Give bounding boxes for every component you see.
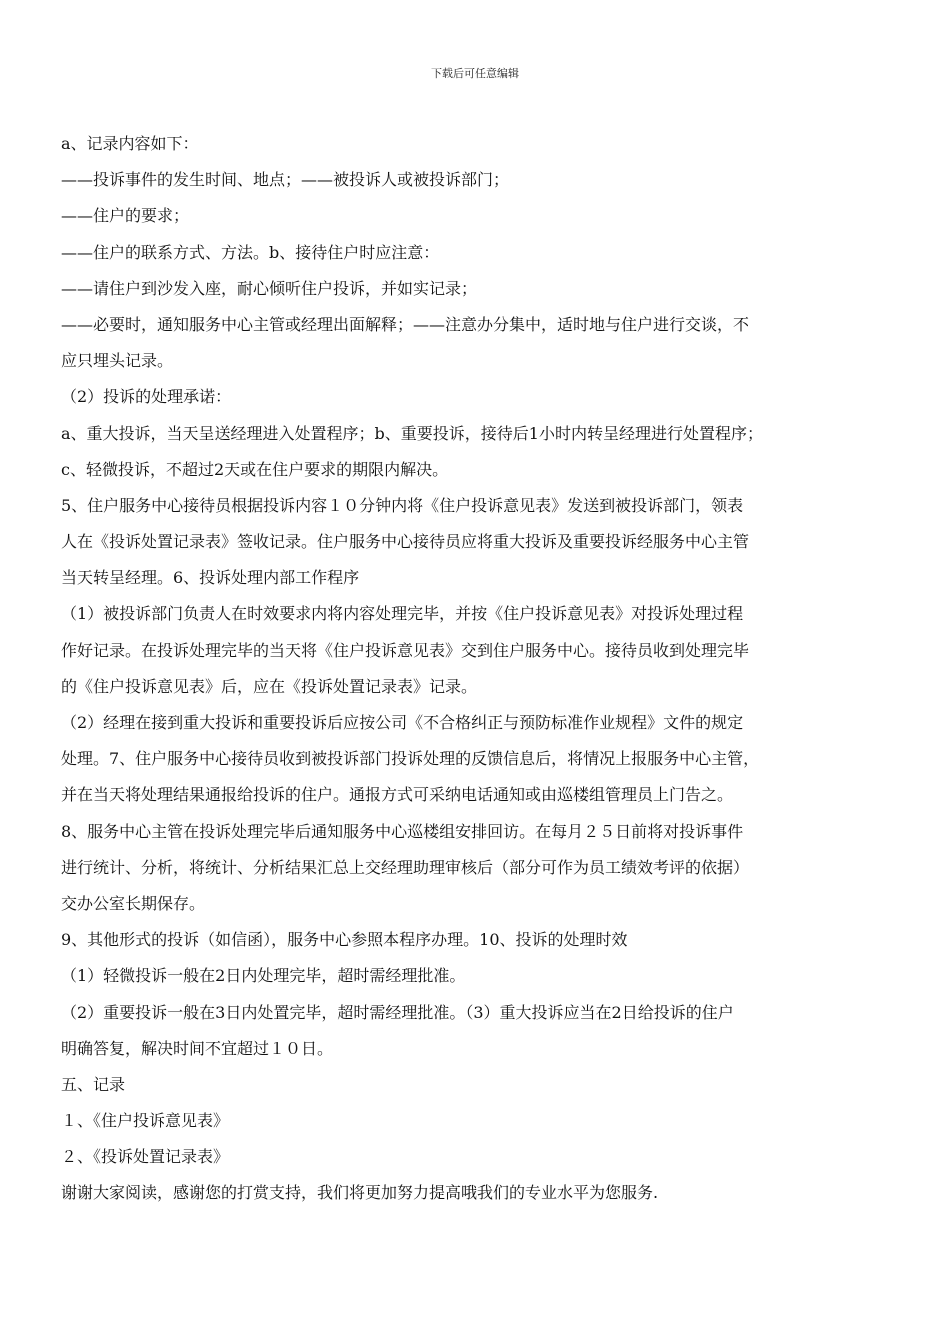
record-item: ２、《投诉处置记录表》 [61,1147,230,1167]
text-line: ——请住户到沙发入座，耐心倾听住户投诉，并如实记录； [61,278,478,298]
text-line: a、重大投诉，当天呈送经理进入处置程序；b、重要投诉，接待后1小时内转呈经理进行处置程序； [61,423,763,443]
text-line: a、记录内容如下： [61,134,199,153]
record-item: １、《住户投诉意见表》 [61,1111,230,1131]
text-line: 并在当天将处理结果通报给投诉的住户。通报方式可采纳电话通知或由巡楼组管理员上门告之。 [61,785,734,805]
text-line: 当天转呈经理。6、投诉处理内部工作程序 [61,568,360,588]
text-line: 交办公室长期保存。 [61,893,206,913]
text-line: ——住户的要求； [61,206,190,226]
section-heading: 五、记录 [61,1074,126,1094]
text-line: （2）重要投诉一般在3日内处置完毕，超时需经理批准。（3）重大投诉应当在2日给投诉的住户 [61,1002,734,1022]
text-line: （2）经理在接到重大投诉和重要投诉后应按公司《不合格纠正与预防标准作业规程》文件的规定 [61,713,744,732]
text-line: （1）被投诉部门负责人在时效要求内将内容处理完毕，并按《住户投诉意见表》对投诉处理过程 [61,604,744,624]
text-line: （2）投诉的处理承诺： [61,387,232,407]
closing-note: 谢谢大家阅读，感谢您的打赏支持，我们将更加努力提高哦我们的专业水平为您服务. [61,1183,659,1203]
text-line: 人在《投诉处置记录表》签收记录。住户服务中心接待员应将重大投诉及重要投诉经服务中心主管 [61,532,750,552]
text-line: （1）轻微投诉一般在2日内处理完毕，超时需经理批准。 [61,966,466,986]
text-line: 进行统计、分析，将统计、分析结果汇总上交经理助理审核后（部分可作为员工绩效考评的依据） [61,857,750,877]
text-line: ——投诉事件的发生时间、地点；——被投诉人或被投诉部门； [61,170,510,190]
text-line: 明确答复，解决时间不宜超过１０日。 [61,1038,334,1058]
text-line: 处理。7、住户服务中心接待员收到被投诉部门投诉处理的反馈信息后，将情况上报服务中心主管， [61,749,760,769]
text-line: c、轻微投诉，不超过2天或在住户要求的期限内解决。 [61,459,449,479]
text-line: ——必要时，通知服务中心主管或经理出面解释；——注意办分集中，适时地与住户进行交谈，不 [61,314,750,334]
text-line: 的《住户投诉意见表》后，应在《投诉处置记录表》记录。 [61,676,478,696]
text-line: 5、住户服务中心接待员根据投诉内容１０分钟内将《住户投诉意见表》发送到被投诉部门，领表 [61,495,744,515]
text-line: ——住户的联系方式、方法。b、接待住户时应注意： [61,242,440,262]
text-line: 9、其他形式的投诉（如信函），服务中心参照本程序办理。10、投诉的处理时效 [61,930,628,950]
document-body [61,126,891,1212]
text-line: 8、服务中心主管在投诉处理完毕后通知服务中心巡楼组安排回访。在每月２５日前将对投诉事件 [61,821,744,841]
text-line: 应只埋头记录。 [61,351,174,371]
page-header: 下载后可任意编辑 [431,67,519,80]
text-line: 作好记录。在投诉处理完毕的当天将《住户投诉意见表》交到住户服务中心。接待员收到处理完毕 [61,640,750,660]
